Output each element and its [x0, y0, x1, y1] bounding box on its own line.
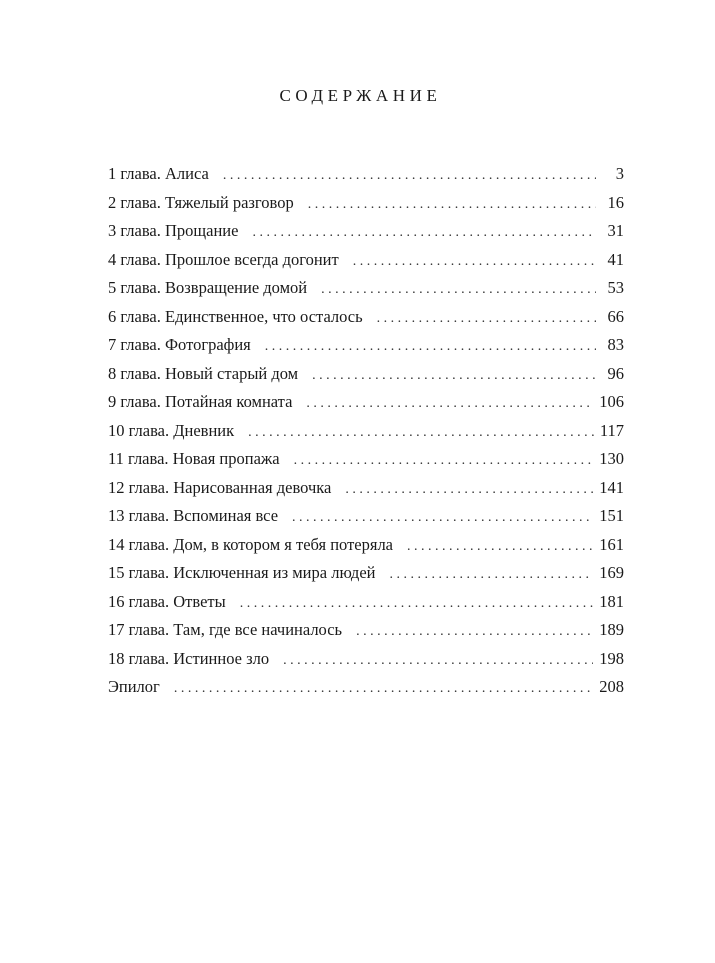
toc-entry-title: 10 глава. Дневник — [108, 420, 235, 440]
toc-entry-page: 41 — [607, 249, 624, 269]
toc-entry-title: 16 глава. Ответы — [108, 591, 226, 611]
toc-entry-page: 151 — [599, 506, 624, 525]
dot-leader — [407, 533, 593, 562]
toc-entry-page: 3 — [615, 164, 624, 183]
toc-entry — [108, 274, 624, 303]
toc-entry — [108, 616, 624, 645]
toc-entry-page: 161 — [599, 534, 624, 554]
dot-leader — [312, 362, 596, 391]
toc-entry-title: 15 глава. Исключенная из мира людей — [108, 563, 376, 582]
toc-entry-title: 5 глава. Возвращение домой — [108, 278, 308, 297]
dot-leader — [292, 504, 593, 533]
dot-leader — [248, 419, 594, 448]
dot-leader — [283, 647, 593, 676]
toc-entry — [108, 331, 624, 360]
toc-entry-page: 66 — [607, 306, 624, 326]
toc-entry — [108, 388, 624, 417]
toc-entry-page: 106 — [599, 392, 624, 411]
dot-leader — [223, 162, 596, 191]
toc-entry-page: 96 — [607, 363, 624, 383]
toc-entry-page: 181 — [599, 591, 624, 611]
toc-entry-title: Эпилог — [108, 677, 160, 696]
toc-entry-title: 11 глава. Новая пропажа — [108, 449, 280, 468]
dot-leader — [240, 590, 594, 619]
toc-entry-title: 7 глава. Фотография — [108, 335, 251, 354]
toc-entry — [108, 217, 624, 246]
dot-leader — [308, 191, 596, 220]
toc-entry — [108, 445, 624, 474]
toc-entry — [108, 502, 624, 531]
toc-entry — [108, 673, 624, 702]
toc-entry-page: 208 — [599, 677, 624, 696]
toc-entry — [108, 559, 624, 588]
dot-leader — [321, 276, 596, 305]
dot-leader — [389, 561, 593, 590]
toc-entry — [108, 360, 624, 389]
toc-entry-page: 83 — [607, 335, 624, 354]
toc-entry-title: 8 глава. Новый старый дом — [108, 363, 299, 383]
toc-entry-page: 169 — [599, 563, 624, 582]
toc-entry — [108, 246, 624, 275]
toc-entry-title: 13 глава. Вспоминая все — [108, 506, 279, 525]
dot-leader — [377, 305, 596, 334]
toc-entry — [108, 531, 624, 560]
toc-entry-title: 17 глава. Там, где все начиналось — [108, 620, 343, 639]
dot-leader — [294, 447, 594, 476]
toc-entry-page: 189 — [599, 620, 624, 639]
toc-entry — [108, 417, 624, 446]
toc-entry — [108, 474, 624, 503]
toc-entry-title: 14 глава. Дом, в котором я тебя потеряла — [108, 534, 394, 554]
toc-entry-page: 31 — [607, 221, 624, 240]
dot-leader — [252, 219, 596, 248]
toc-entry-title: 4 глава. Прошлое всегда догонит — [108, 249, 339, 269]
toc-entry-title: 12 глава. Нарисованная девочка — [108, 477, 332, 497]
toc-entry — [108, 588, 624, 617]
toc-entry-page: 16 — [607, 192, 624, 212]
toc-entry — [108, 645, 624, 674]
toc-entry-title: 18 глава. Истинное зло — [108, 648, 270, 668]
toc-entry-page: 198 — [599, 648, 624, 668]
toc-entry-title: 3 глава. Прощание — [108, 221, 239, 240]
dot-leader — [345, 476, 593, 505]
dot-leader — [174, 675, 593, 704]
toc-entry-page: 53 — [607, 278, 624, 297]
toc-entry-title: 2 глава. Тяжелый разговор — [108, 192, 294, 212]
dot-leader — [356, 618, 593, 647]
toc-entry — [108, 303, 624, 332]
toc-entry-page: 141 — [599, 477, 624, 497]
toc-entry-page: 130 — [599, 449, 624, 468]
toc-entry-title: 9 глава. Потайная комната — [108, 392, 293, 411]
dot-leader — [353, 248, 596, 277]
table-of-contents — [108, 160, 624, 702]
dot-leader — [265, 333, 596, 362]
toc-entry-page: 117 — [599, 420, 624, 440]
toc-entry — [108, 189, 624, 218]
toc-entry — [108, 160, 624, 189]
toc-entry-title: 6 глава. Единственное, что осталось — [108, 306, 363, 326]
dot-leader — [306, 390, 593, 419]
toc-entry-title: 1 глава. Алиса — [108, 164, 209, 183]
page-title: СОДЕРЖАНИЕ — [279, 86, 442, 105]
